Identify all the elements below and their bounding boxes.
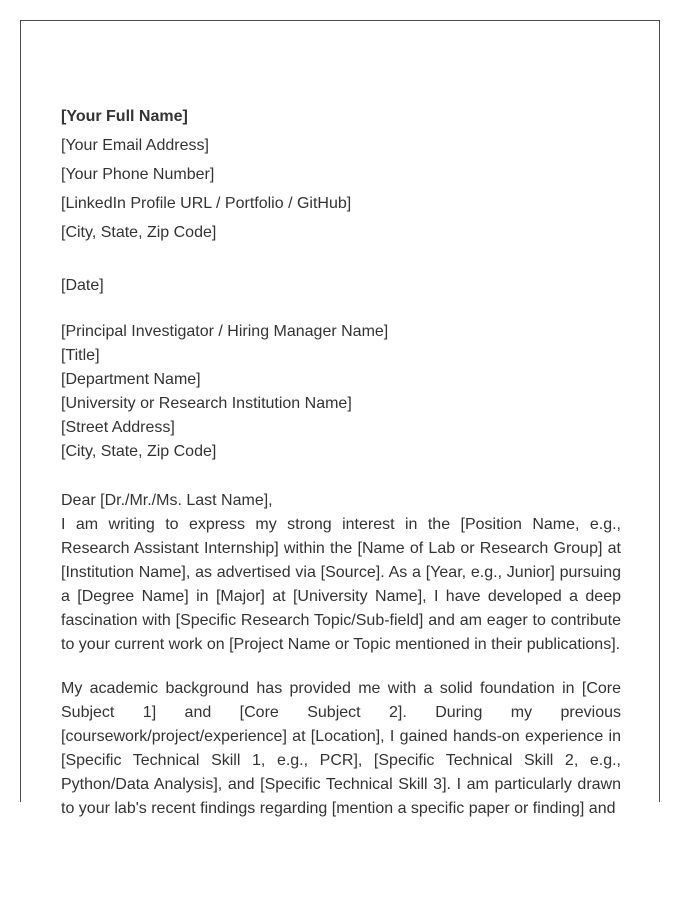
salutation: Dear [Dr./Mr./Ms. Last Name], — [61, 492, 273, 509]
sender-email: [Your Email Address] — [61, 137, 209, 154]
sender-location: [City, State, Zip Code] — [61, 224, 217, 241]
letter-date: [Date] — [61, 277, 104, 294]
recipient-department: [Department Name] — [61, 371, 201, 388]
recipient-block — [61, 320, 621, 464]
sender-phone: [Your Phone Number] — [61, 166, 215, 183]
document-page — [20, 20, 660, 817]
sender-profile: [LinkedIn Profile URL / Portfolio / GitHub] — [61, 195, 352, 212]
recipient-location: [City, State, Zip Code] — [61, 443, 217, 460]
sender-name: [Your Full Name] — [61, 108, 188, 125]
letter-content — [61, 102, 621, 821]
sender-block — [61, 102, 621, 247]
body-paragraph-2: My academic background has provided me with a solid foundation in [Core Subject 1] and [Core Subject 2]. During my previous [coursework/project/experience] at [Location], I gained hands-on experience in [Specific Technical Skill 1, e.g., PCR], [Specific Technical Skill 2, e.g., Python/Data Analysis], and [Specific Technical Skill 3]. I am particularly drawn to your lab's recent findings regarding [mention a specific paper or finding] and — [61, 680, 621, 817]
recipient-street: [Street Address] — [61, 419, 175, 436]
body-paragraph-1: I am writing to express my strong interest in the [Position Name, e.g., Research Assistant Internship] within the [Name of Lab or Research Group] at [Institution Name], as advertised via [Source]. As a [Year, e.g., Junior] pursuing a [Degree Name] in [Major] at [University Name], I have developed a deep fascination with [Specific Research Topic/Sub-field] and am eager to contribute to your current work on [Project Name or Topic mentioned in their publications]. — [61, 516, 621, 653]
recipient-name: [Principal Investigator / Hiring Manager Name] — [61, 323, 389, 340]
recipient-institution: [University or Research Institution Name] — [61, 395, 352, 412]
recipient-title: [Title] — [61, 347, 100, 364]
